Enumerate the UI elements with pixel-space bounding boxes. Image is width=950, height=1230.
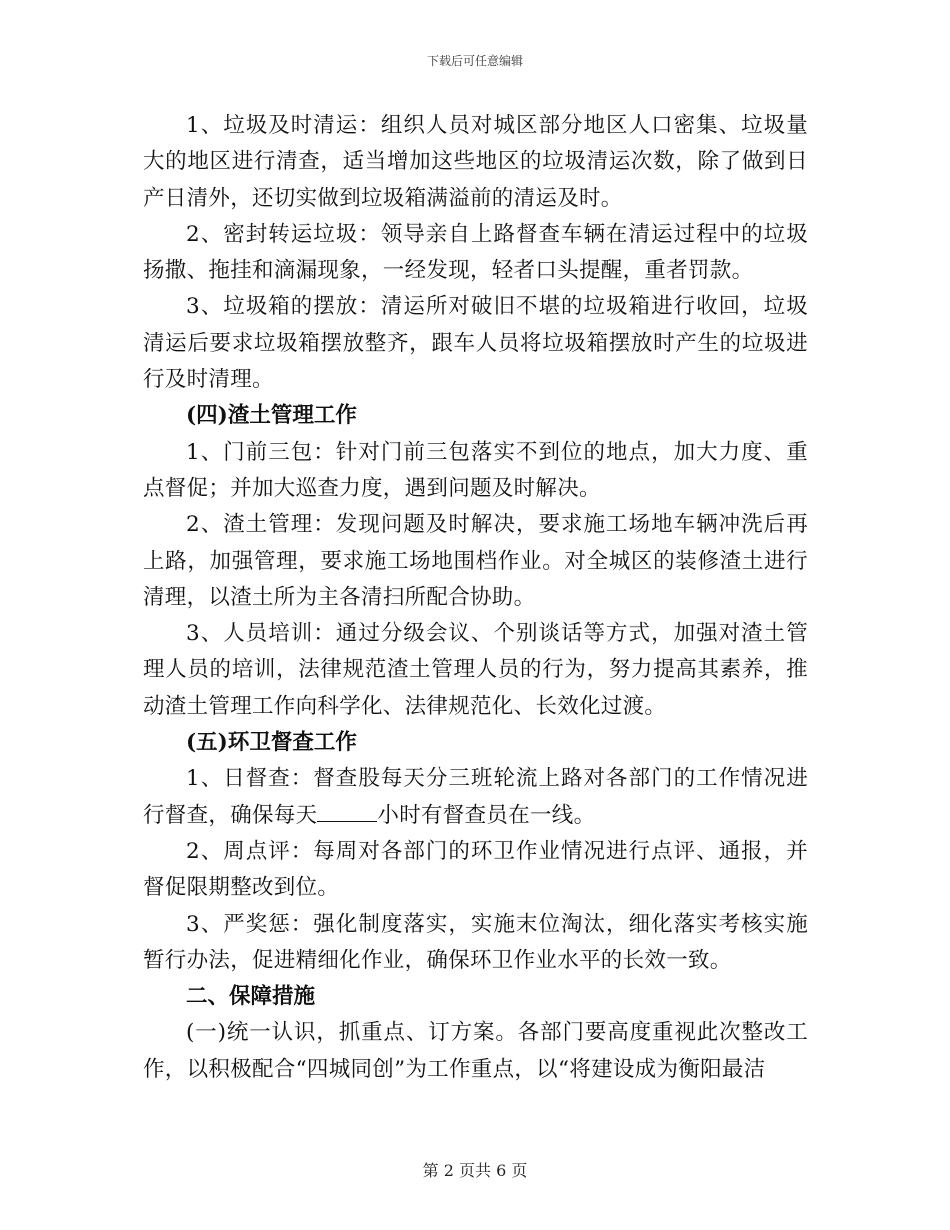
paragraph-staff-training: 3、人员培训：通过分级会议、个别谈话等方式，加强对渣土管理人员的培训，法律规范渣土管理人员的行为，努力提高其素养，推动渣土管理工作向科学化、法律规范化、长效化过渡。 bbox=[143, 621, 808, 719]
paragraph-rewards-penalties: 3、严奖惩：强化制度落实，实施末位淘汰，细化落实考核实施暂行办法，促进精细化作业，确保环卫作业水平的长效一致。 bbox=[143, 911, 808, 973]
daily-inspection-text-after: 小时有督查员在一线。 bbox=[377, 802, 596, 828]
section-heading-sanitation-inspection: (五)环卫督查工作 bbox=[186, 730, 357, 756]
page-footer: 第 2 页共 6 页 bbox=[422, 1161, 528, 1180]
page-header: 下载后可任意编辑 bbox=[426, 54, 523, 68]
paragraph-unified-understanding: (一)统一认识，抓重点、订方案。各部门要高度重视此次整改工作，以积极配合“四城同创”为工作重点，以“将建设成为衡阳最洁 bbox=[143, 1020, 808, 1082]
daily-inspection-text-before: 1、日督查：督查股每天分三班轮流上路对各部门的工作情况进行督查，确保每天 bbox=[143, 766, 808, 828]
document-body bbox=[143, 108, 808, 1088]
paragraph-sealed-transfer: 2、密封转运垃圾：领导亲自上路督查车辆在清运过程中的垃圾扬撒、拖挂和滴漏现象，一经发现，轻者口头提醒，重者罚款。 bbox=[143, 221, 808, 284]
paragraph-bin-placement: 3、垃圾箱的摆放：清运所对破旧不堪的垃圾箱进行收回，垃圾清运后要求垃圾箱摆放整齐，跟车人员将垃圾箱摆放时产生的垃圾进行及时清理。 bbox=[143, 294, 808, 393]
paragraph-muck-management: 2、渣土管理：发现问题及时解决，要求施工场地车辆冲洗后再上路，加强管理，要求施工场地围档作业。对全城区的装修渣土进行清理，以渣土所为主各清扫所配合协助。 bbox=[143, 512, 808, 610]
section-heading-safeguard-measures: 二、保障措施 bbox=[186, 984, 316, 1010]
fill-in-blank bbox=[317, 803, 377, 822]
paragraph-three-guarantees: 1、门前三包：针对门前三包落实不到位的地点，加大力度、重点督促；并加大巡查力度，遇到问题及时解决。 bbox=[143, 439, 808, 501]
paragraph-daily-inspection bbox=[143, 761, 808, 834]
section-heading-muck-management: (四)渣土管理工作 bbox=[186, 403, 357, 429]
paragraph-weekly-review: 2、周点评：每周对各部门的环卫作业情况进行点评、通报，并督促限期整改到位。 bbox=[143, 838, 808, 901]
paragraph-garbage-timely-removal: 1、垃圾及时清运：组织人员对城区部分地区人口密集、垃圾量大的地区进行清查，适当增加这些地区的垃圾清运次数，除了做到日产日清外，还切实做到垃圾箱满溢前的清运及时。 bbox=[143, 113, 808, 211]
